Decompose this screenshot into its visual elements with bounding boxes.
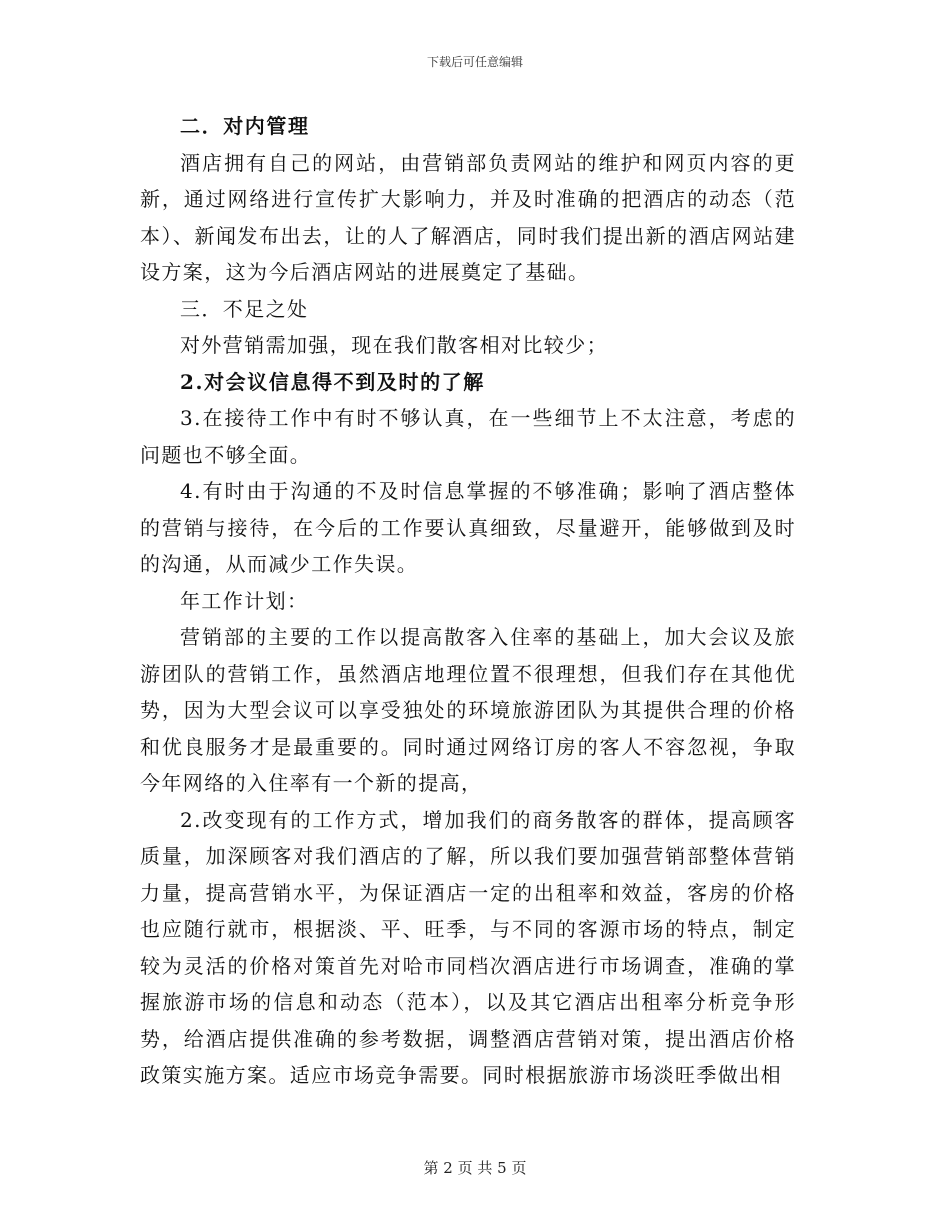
paragraph-website: 酒店拥有自己的网站，由营销部负责网站的维护和网页内容的更新，通过网络进行宣传扩大影响力，并及时准确的把酒店的动态（范本）、新闻发布出去，让的人了解酒店，同时我们提出新的酒店网站建设方案，这为今后酒店网站的进展奠定了基础。	[140, 150, 796, 284]
section-heading-work-plan: 年工作计划：	[180, 588, 309, 613]
section-heading-shortcomings: 三．不足之处	[180, 296, 309, 321]
paragraph-external-marketing: 对外营销需加强，现在我们散客相对比较少；	[180, 333, 608, 357]
page-footer: 第 2 页 共 5 页	[423, 1159, 527, 1177]
section-heading-internal-management: 二．对内管理	[180, 114, 310, 138]
page-header: 下载后可任意编辑	[426, 55, 523, 69]
paragraph-marketing-focus: 营销部的主要的工作以提高散客入住率的基础上，加大会议及旅游团队的营销工作，虽然酒店地理位置不很理想，但我们存在其他优势，因为大型会议可以享受独处的环境旅游团队为其提供合理的价格和优良服务才是最重要的。同时通过网络订房的客人不容忽视，争取今年网络的入住率有一个新的提高，	[140, 625, 796, 795]
paragraph-reception: 3.在接待工作中有时不够认真，在一些细节上不太注意，考虑的问题也不够全面。	[140, 406, 796, 467]
paragraph-communication: 4.有时由于沟通的不及时信息掌握的不够准确；影响了酒店整体的营销与接待，在今后的工作要认真细致，尽量避开，能够做到及时的沟通，从而减少工作失误。	[140, 479, 796, 576]
paragraph-meeting-info: 2.对会议信息得不到及时的了解	[180, 369, 485, 394]
document-body	[140, 108, 796, 1094]
paragraph-work-method: 2.改变现有的工作方式，增加我们的商务散客的群体，提高顾客质量，加深顾客对我们酒店的了解，所以我们要加强营销部整体营销力量，提高营销水平，为保证酒店一定的出租率和效益，客房的价格也应随行就市，根据淡、平、旺季，与不同的客源市场的特点，制定较为灵活的价格对策首先对哈市同档次酒店进行市场调查，准确的掌握旅游市场的信息和动态（范本），以及其它酒店出租率分析竞争形势，给酒店提供准确的参考数据，调整酒店营销对策，提出酒店价格政策实施方案。适应市场竞争需要。同时根据旅游市场淡旺季做出相	[140, 807, 796, 1087]
